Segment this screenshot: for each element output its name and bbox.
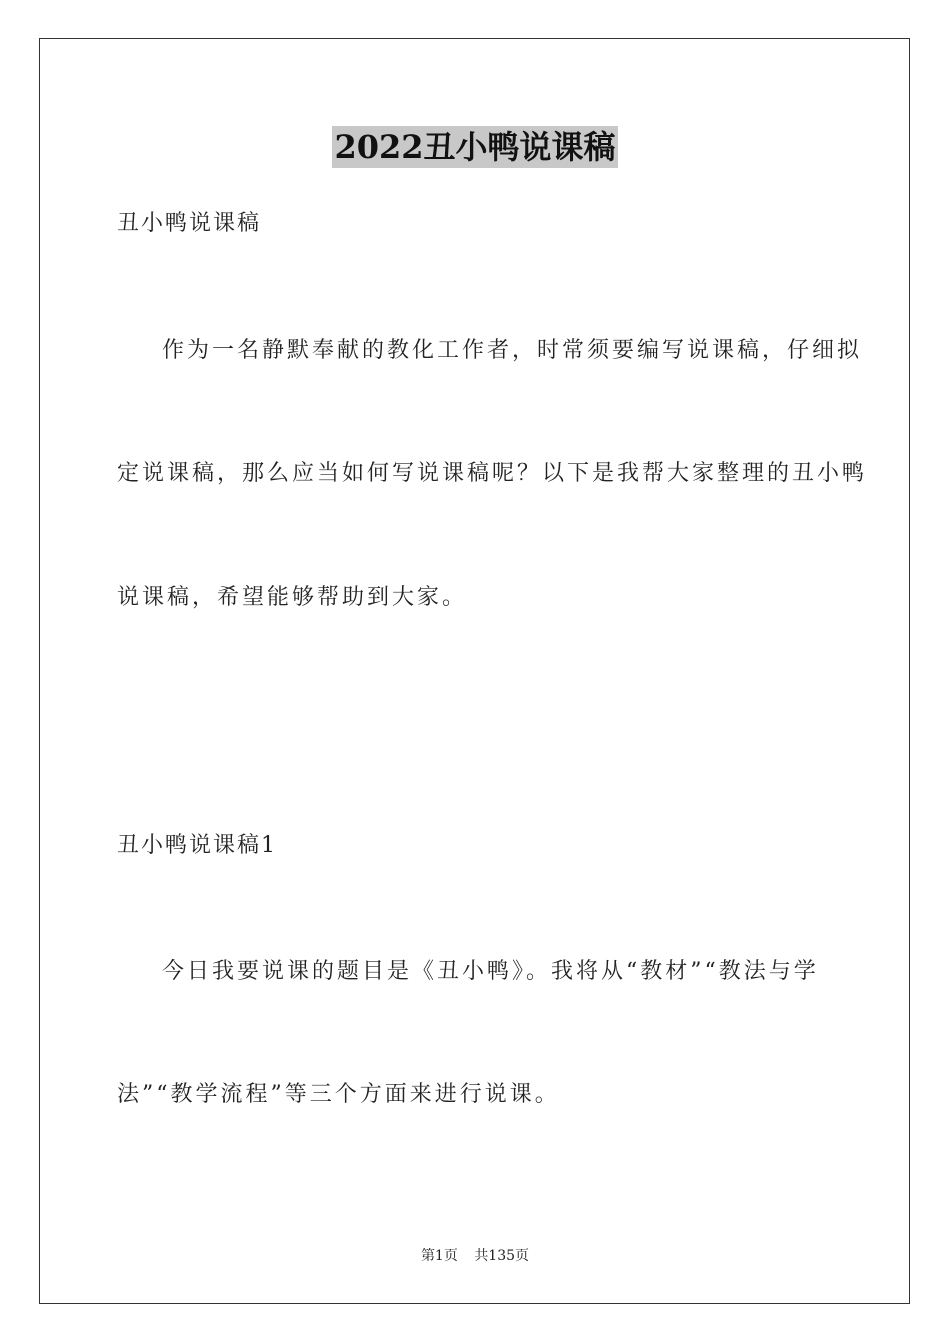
intro-line-1: 作为一名静默奉献的教化工作者，时常须要编写说课稿，仔细拟 (162, 338, 863, 363)
page-footer (0, 1246, 950, 1266)
document-subtitle: 丑小鸭说课稿 (117, 211, 262, 236)
intro-line-3: 说课稿，希望能够帮助到大家。 (117, 585, 468, 610)
section-heading: 丑小鸭说课稿1 (117, 833, 277, 858)
intro-line-2: 定说课稿，那么应当如何写说课稿呢？以下是我帮大家整理的丑小鸭 (117, 461, 868, 486)
document-title: 2022丑小鸭说课稿 (334, 128, 616, 166)
section-line-1: 今日我要说课的题目是《丑小鸭》。我将从“教材”“教法与学 (162, 959, 819, 984)
page-total: 共135页 (474, 1248, 530, 1264)
section-line-2: 法”“教学流程”等三个方面来进行说课。 (117, 1082, 560, 1107)
page-number: 第1页 (420, 1248, 458, 1264)
document-title-wrap (0, 126, 950, 168)
